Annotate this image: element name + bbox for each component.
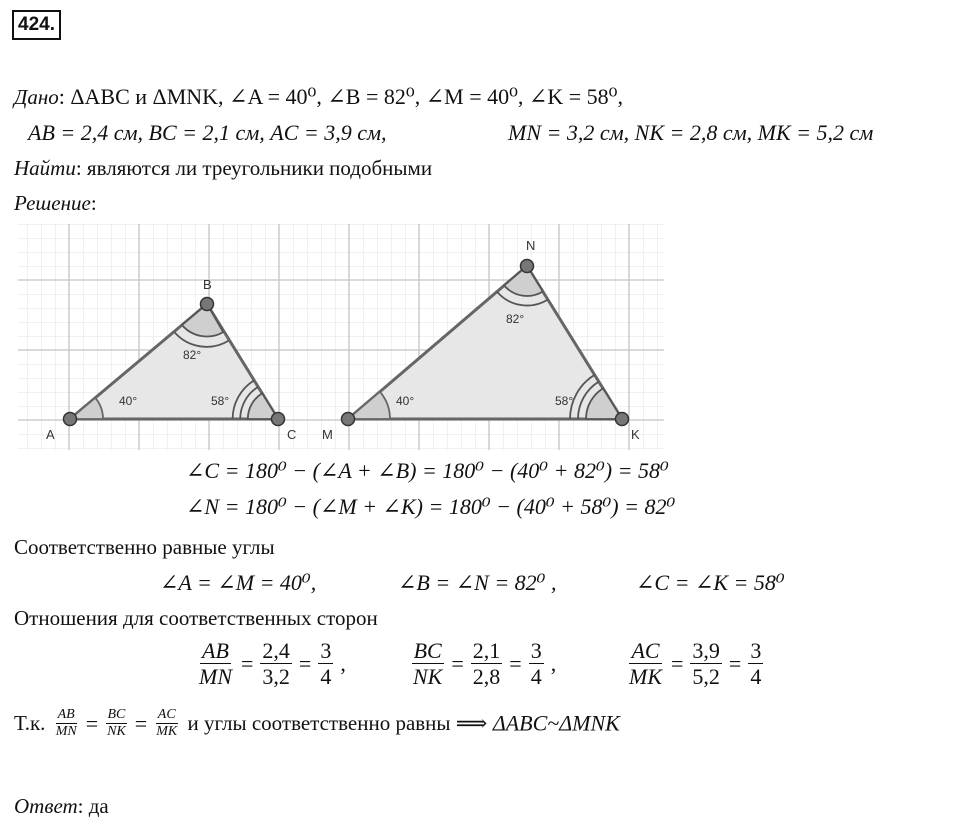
ratio-ac-mk: $\frac{AC}{MK}$ = $\frac{3,9}{5,2}$ = $\frac{3}{4}$: [629, 638, 762, 690]
given-statement: : ΔABC и ΔMNK, ∠A = 40⁰, ∠B = 82⁰, ∠M = 40⁰, ∠K = 58⁰,: [58, 84, 623, 109]
equal-angle-b-n: ∠B = ∠N = 82⁰ ,: [398, 570, 557, 595]
find-label: Найти: [14, 156, 76, 180]
equal-angle-c-k: ∠C = ∠K = 58⁰: [636, 570, 785, 595]
conclusion-line: Т.к. $\frac{AB}{MN}$ = $\frac{BC}{NK}$ = $\frac{AC}{MK}$ и углы соответственно равны ⟹ ΔABC~ΔMNK: [14, 707, 620, 740]
vertex-label-a: A: [46, 427, 55, 442]
angle-label-b: 82°: [183, 348, 202, 362]
vertex-label-b: B: [203, 277, 212, 292]
angle-label-m: 40°: [396, 394, 415, 408]
fraction: $\frac{AC}{MK}$: [629, 638, 662, 690]
fraction: $\frac{3}{4}$: [320, 638, 332, 690]
given-sides-triangle-2: MN = 3,2 см, NK = 2,8 см, MK = 5,2 см: [508, 120, 874, 145]
vertex-label-k: K: [631, 427, 640, 442]
fraction: $\frac{AC}{MK}$: [156, 707, 178, 740]
fraction: $\frac{2,4}{3,2}$: [262, 638, 290, 690]
fraction: $\frac{3,9}{5,2}$: [692, 638, 720, 690]
ratio-ab-mn: $\frac{AB}{MN}$ = $\frac{2,4}{3,2}$ = $\frac{3}{4}$ ,: [199, 638, 346, 690]
answer-text: : да: [77, 794, 109, 818]
given-label: Дано: [14, 85, 59, 109]
angle-label-n: 82°: [506, 312, 525, 326]
angle-label-a: 40°: [119, 394, 138, 408]
ratios-heading: Отношения для соответственных сторон: [14, 606, 378, 630]
vertex-label-n: N: [526, 238, 536, 253]
given-sides-triangle-1: AB = 2,4 см, BC = 2,1 см, AC = 3,9 см,: [28, 120, 387, 145]
solution-label: Решение: [14, 191, 91, 215]
fraction: $\frac{2,1}{2,8}$: [472, 638, 501, 690]
solution-colon: :: [90, 191, 97, 215]
fraction: $\frac{BC}{NK}$: [107, 707, 126, 740]
vertex-label-c: C: [287, 427, 297, 442]
ratio-bc-nk: $\frac{BC}{NK}$ = $\frac{2,1}{2,8}$ = $\frac{3}{4}$ ,: [413, 638, 557, 690]
conclusion-result: ⟹ ΔABC~ΔMNK: [455, 710, 620, 736]
problem-number: 424.: [12, 10, 61, 40]
equal-angle-a-m: ∠A = ∠M = 40⁰,: [160, 570, 317, 595]
fraction: $\frac{AB}{MN}$: [199, 638, 232, 690]
angle-label-k: 58°: [555, 394, 574, 408]
fraction: $\frac{AB}{MN}$: [55, 707, 77, 740]
conclusion-prefix: Т.к.: [14, 711, 46, 736]
angle-c-calculation: ∠C = 180⁰ − (∠A + ∠B) = 180⁰ − (40⁰ + 82⁰) = 58⁰: [186, 458, 669, 483]
fraction: $\frac{3}{4}$: [530, 638, 542, 690]
vertex-label-m: M: [322, 427, 333, 442]
equal-angles-heading: Соответственно равные углы: [14, 535, 275, 559]
conclusion-text: и углы соответственно равны: [187, 711, 451, 736]
angle-label-c: 58°: [211, 394, 230, 408]
answer-line: [14, 794, 109, 819]
find-text: : являются ли треугольники подобными: [75, 156, 433, 180]
fraction: $\frac{3}{4}$: [750, 638, 762, 690]
answer-label: Ответ: [14, 794, 78, 818]
angle-n-calculation: ∠N = 180⁰ − (∠M + ∠K) = 180⁰ − (40⁰ + 58⁰) = 82⁰: [186, 494, 676, 519]
fraction: $\frac{BC}{NK}$: [413, 638, 443, 690]
